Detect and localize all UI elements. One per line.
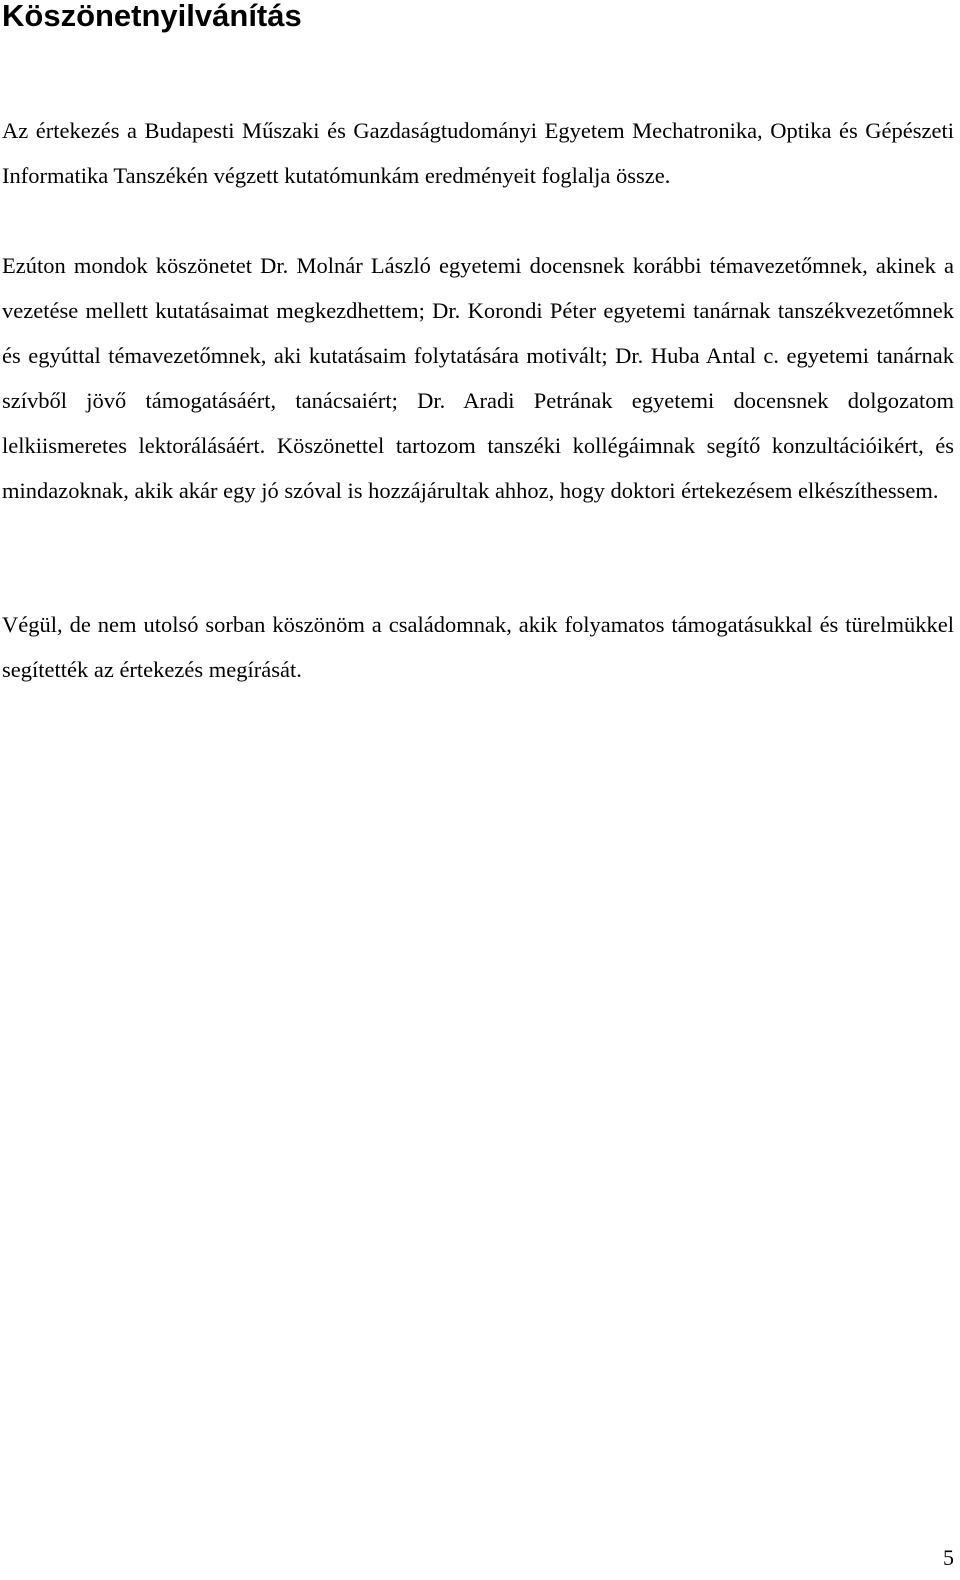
paragraph-family: Végül, de nem utolsó sorban köszönöm a családomnak, akik folyamatos támogatásukkal és türelmükkel segítették az értekezés megírását. <box>2 612 954 682</box>
paragraph-acknowledgements: Ezúton mondok köszönetet Dr. Molnár László egyetemi docensnek korábbi témavezetőmnek, akinek a vezetése mellett kutatásaimat megkezdhettem; Dr. Korondi Péter egyetemi tanárnak tanszékvezetőmnek és egyúttal témavezetőmnek, aki kutatásaim folytatására motivált; Dr. Huba Antal c. egyetemi tanárnak szívből jövő támogatásáért, tanácsaiért; Dr. Aradi Petrának egyetemi docensnek dolgozatom lelkiismeretes lektorálásáért. Köszönettel tartozom tanszéki kollégáimnak segítő konzultációikért, és mindazoknak, akik akár egy jó szóval is hozzájárultak ahhoz, hogy doktori értekezésem elkészíthessem. <box>2 253 954 503</box>
page-number: 5 <box>943 1545 954 1570</box>
page-title: Köszönetnyilvánítás <box>2 0 302 33</box>
paragraph-intro: Az értekezés a Budapesti Műszaki és Gazdaságtudományi Egyetem Mechatronika, Optika és Gépészeti Informatika Tanszékén végzett kutatómunkám eredményeit foglalja össze. <box>2 118 954 188</box>
